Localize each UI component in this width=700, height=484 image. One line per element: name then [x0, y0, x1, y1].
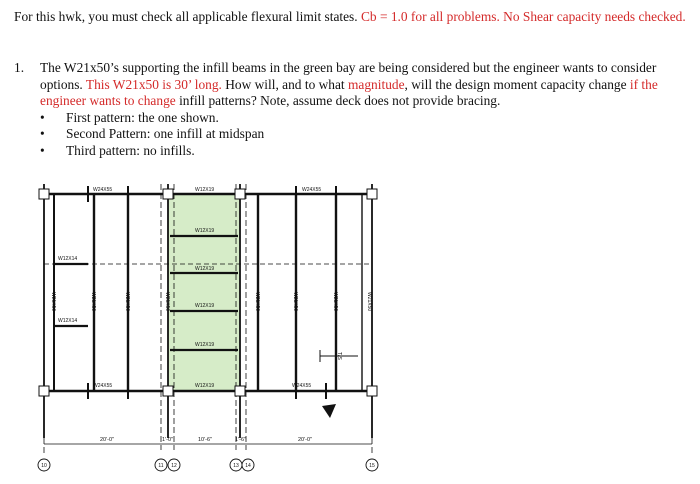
label-left-upper: W12X14	[58, 256, 78, 262]
label-vertical: W21X50	[90, 292, 96, 312]
column-box	[367, 189, 377, 199]
pattern-item: • First pattern: the one shown.	[40, 110, 692, 127]
grid-bubble-label: 11	[158, 463, 164, 469]
question-text-3: How will, and to what	[221, 76, 348, 92]
column-box	[235, 189, 245, 199]
label-vertical: W21X50	[366, 292, 372, 312]
dim-right: 20'-0"	[298, 437, 313, 443]
grid-bubble-label: 15	[369, 463, 375, 469]
grid-bubble-label: 10	[41, 463, 47, 469]
instructions	[14, 8, 690, 25]
label-bottom-mid: W12X19	[195, 383, 215, 389]
arrow-icon	[322, 404, 336, 418]
pattern-item: • Third pattern: no infills.	[40, 143, 692, 160]
column-box	[163, 189, 173, 199]
question-text-2: This W21x50 is 30’ long.	[85, 76, 222, 92]
question-text-4: magnitude	[348, 76, 405, 92]
label-top-left: W24X55	[93, 187, 113, 193]
question-text-5: , will the design moment capacity change	[404, 76, 630, 92]
framing-plan	[30, 180, 390, 480]
label-side-note: T/S	[336, 352, 342, 360]
grid-bubbles	[38, 459, 378, 471]
question-number: 1.	[14, 60, 25, 75]
label-infill: W12X19	[195, 266, 215, 272]
column-box	[39, 386, 49, 396]
label-infill: W12X19	[195, 228, 215, 234]
column-box	[163, 386, 173, 396]
label-vertical: W21X50	[50, 292, 56, 312]
instructions-red: Cb = 1.0 for all problems. No Shear capacity needs checked.	[360, 9, 686, 24]
column-box	[367, 386, 377, 396]
label-vertical: W21X50	[254, 292, 260, 312]
label-left-lower: W12X14	[58, 318, 78, 324]
question-text-1: The W21x50’s supporting the infill beams in the green bay are being considered but the engineer wants to consider options.	[40, 60, 657, 92]
label-top-right: W24X55	[302, 187, 322, 193]
dim-left: 20'-0"	[100, 437, 115, 443]
green-bay	[168, 194, 240, 391]
dim-small-left: 1'-0"	[162, 437, 173, 443]
instructions-plain: For this hwk, you must check all applicable flexural limit states.	[14, 9, 361, 24]
label-bottom-left: W24X55	[93, 383, 113, 389]
pattern-list	[40, 110, 692, 160]
dim-mid: 10'-6"	[198, 437, 213, 443]
column-box	[39, 189, 49, 199]
label-vertical: W21X50	[124, 292, 130, 312]
grid-bubble-label: 12	[171, 463, 177, 469]
label-infill: W12X19	[195, 303, 215, 309]
column-box	[235, 386, 245, 396]
label-bottom-right: W24X55	[292, 383, 312, 389]
label-vertical: W21X50	[164, 292, 170, 312]
grid-bubble-label: 14	[245, 463, 251, 469]
label-vertical: W21X50	[332, 292, 338, 312]
pattern-item: • Second Pattern: one infill at midspan	[40, 126, 692, 143]
question-text-7: infill patterns? Note, assume deck does not provide bracing.	[175, 93, 501, 109]
question-body	[40, 60, 692, 160]
label-top-mid: W12X19	[195, 187, 215, 193]
label-infill: W12X19	[195, 342, 215, 348]
question-1	[14, 60, 692, 160]
dim-small-right: 1'-6"	[235, 437, 246, 443]
question-text-6: if the engineer wants to change	[40, 76, 658, 109]
label-vertical: W21X50	[292, 292, 298, 312]
grid-bubble-label: 13	[233, 463, 239, 469]
